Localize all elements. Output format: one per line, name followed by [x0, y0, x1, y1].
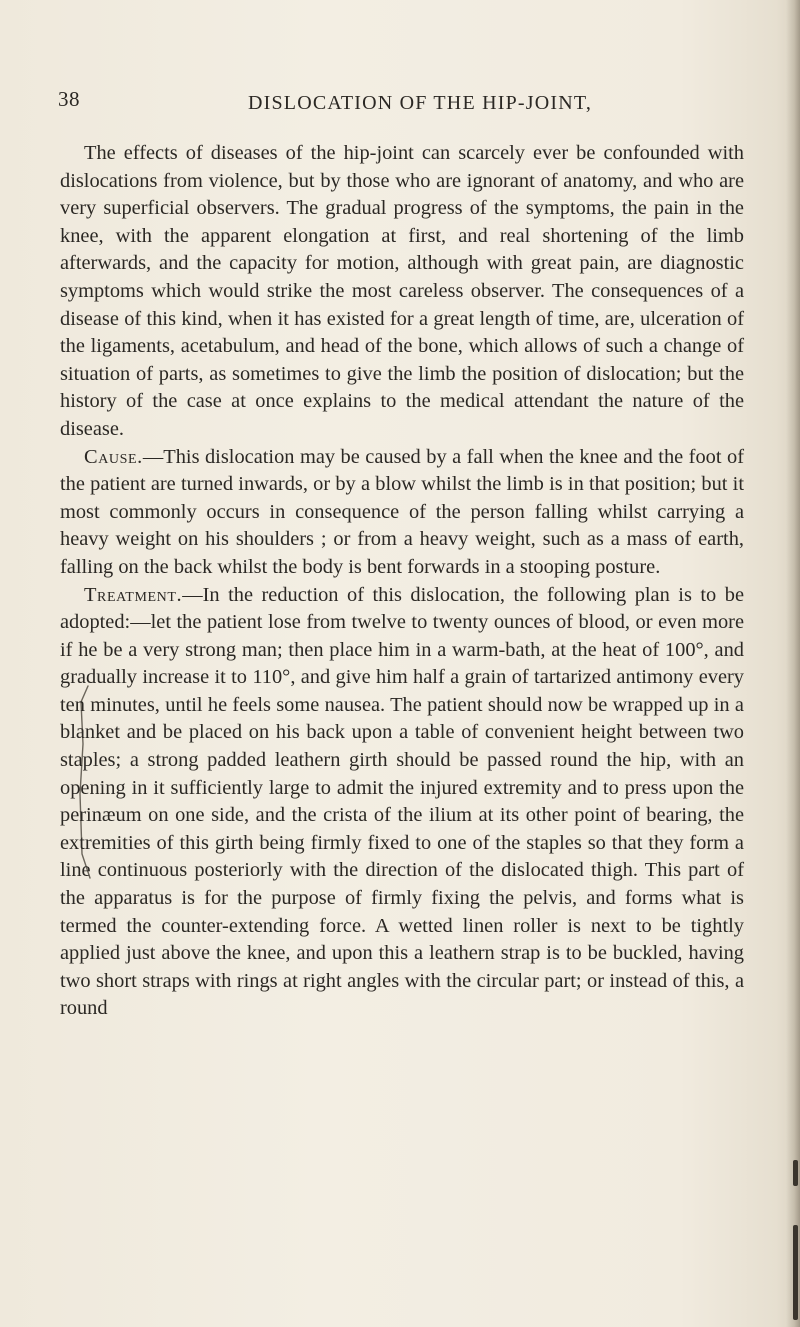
paragraph-diseases: The effects of diseases of the hip-joint can scarcely ever be confounded with dislocations from violence, but by those who are ignorant of anatomy, and who are very superficial observers. The gradual progress of the symptoms, the pain in the knee, with the apparent elongation at first, and real shortening of the limb afterwards, and the capacity for motion, although with great pain, are diagnostic symptoms which would strike the most careless observer. The consequences of a disease of this kind, when it has existed for a great length of time, are, ulceration of the ligaments, acetabulum, and head of the bone, which allows of such a change of situation of parts, as sometimes to give the limb the position of dislocation; but the history of the case at once explains to the medical attendant the nature of the disease.: [60, 142, 744, 440]
page-number: 38: [58, 87, 80, 111]
paragraph-treatment-text: —In the reduction of this dislocation, the following plan is to be adopted:—let the patient lose from twelve to twenty ounces of blood, or even more if he be a very strong man; then place him in a warm-bath, at the heat of 100°, and gradually increase it to 110°, and give him half a grain of tartarized antimony every ten minutes, until he feels some nausea. The patient should now be wrapped up in a blanket and be placed on his back upon a table of convenient height between two staples; a strong padded leathern girth should be passed round the hip, with an opening in it sufficiently large to admit the injured extremity and to press upon the perinæum on one side, and the crista of the ilium at its other point of bearing, the extremities of this girth being firmly fixed to one of the staples so that they form a line continuous posteriorly with the direction of the dislocated thigh. This part of the apparatus is for the purpose of firmly fixing the pelvis, and forms what is termed the counter-extending force. A wetted linen roller is next to be tightly applied just above the knee, and upon this a leathern strap is to be buckled, having two short straps with rings at right angles with the circular part; or instead of this, a round: [60, 583, 744, 1020]
running-head: DISLOCATION OF THE HIP-JOINT,: [247, 92, 593, 114]
section-lead-treatment: Treatment.: [84, 583, 183, 606]
page-edge-shadow: [786, 0, 800, 1327]
paragraph-cause-text: —This dislocation may be caused by a fall when the knee and the foot of the patient are turned inwards, or by a blow whilst the limb is in that position; but it most commonly occurs in consequence of the person falling whilst carrying a heavy weight on his shoulders ; or from a heavy weight, such as a mass of earth, falling on the back whilst the body is bent forwards in a stooping posture.: [60, 445, 744, 578]
page-edge-mark: [793, 1160, 798, 1186]
section-lead-cause: Cause.: [84, 445, 143, 468]
body-text: [60, 140, 744, 1023]
paragraph-cause: [60, 444, 744, 582]
page-edge-mark: [793, 1225, 798, 1320]
paragraph-treatment: [60, 582, 744, 1024]
